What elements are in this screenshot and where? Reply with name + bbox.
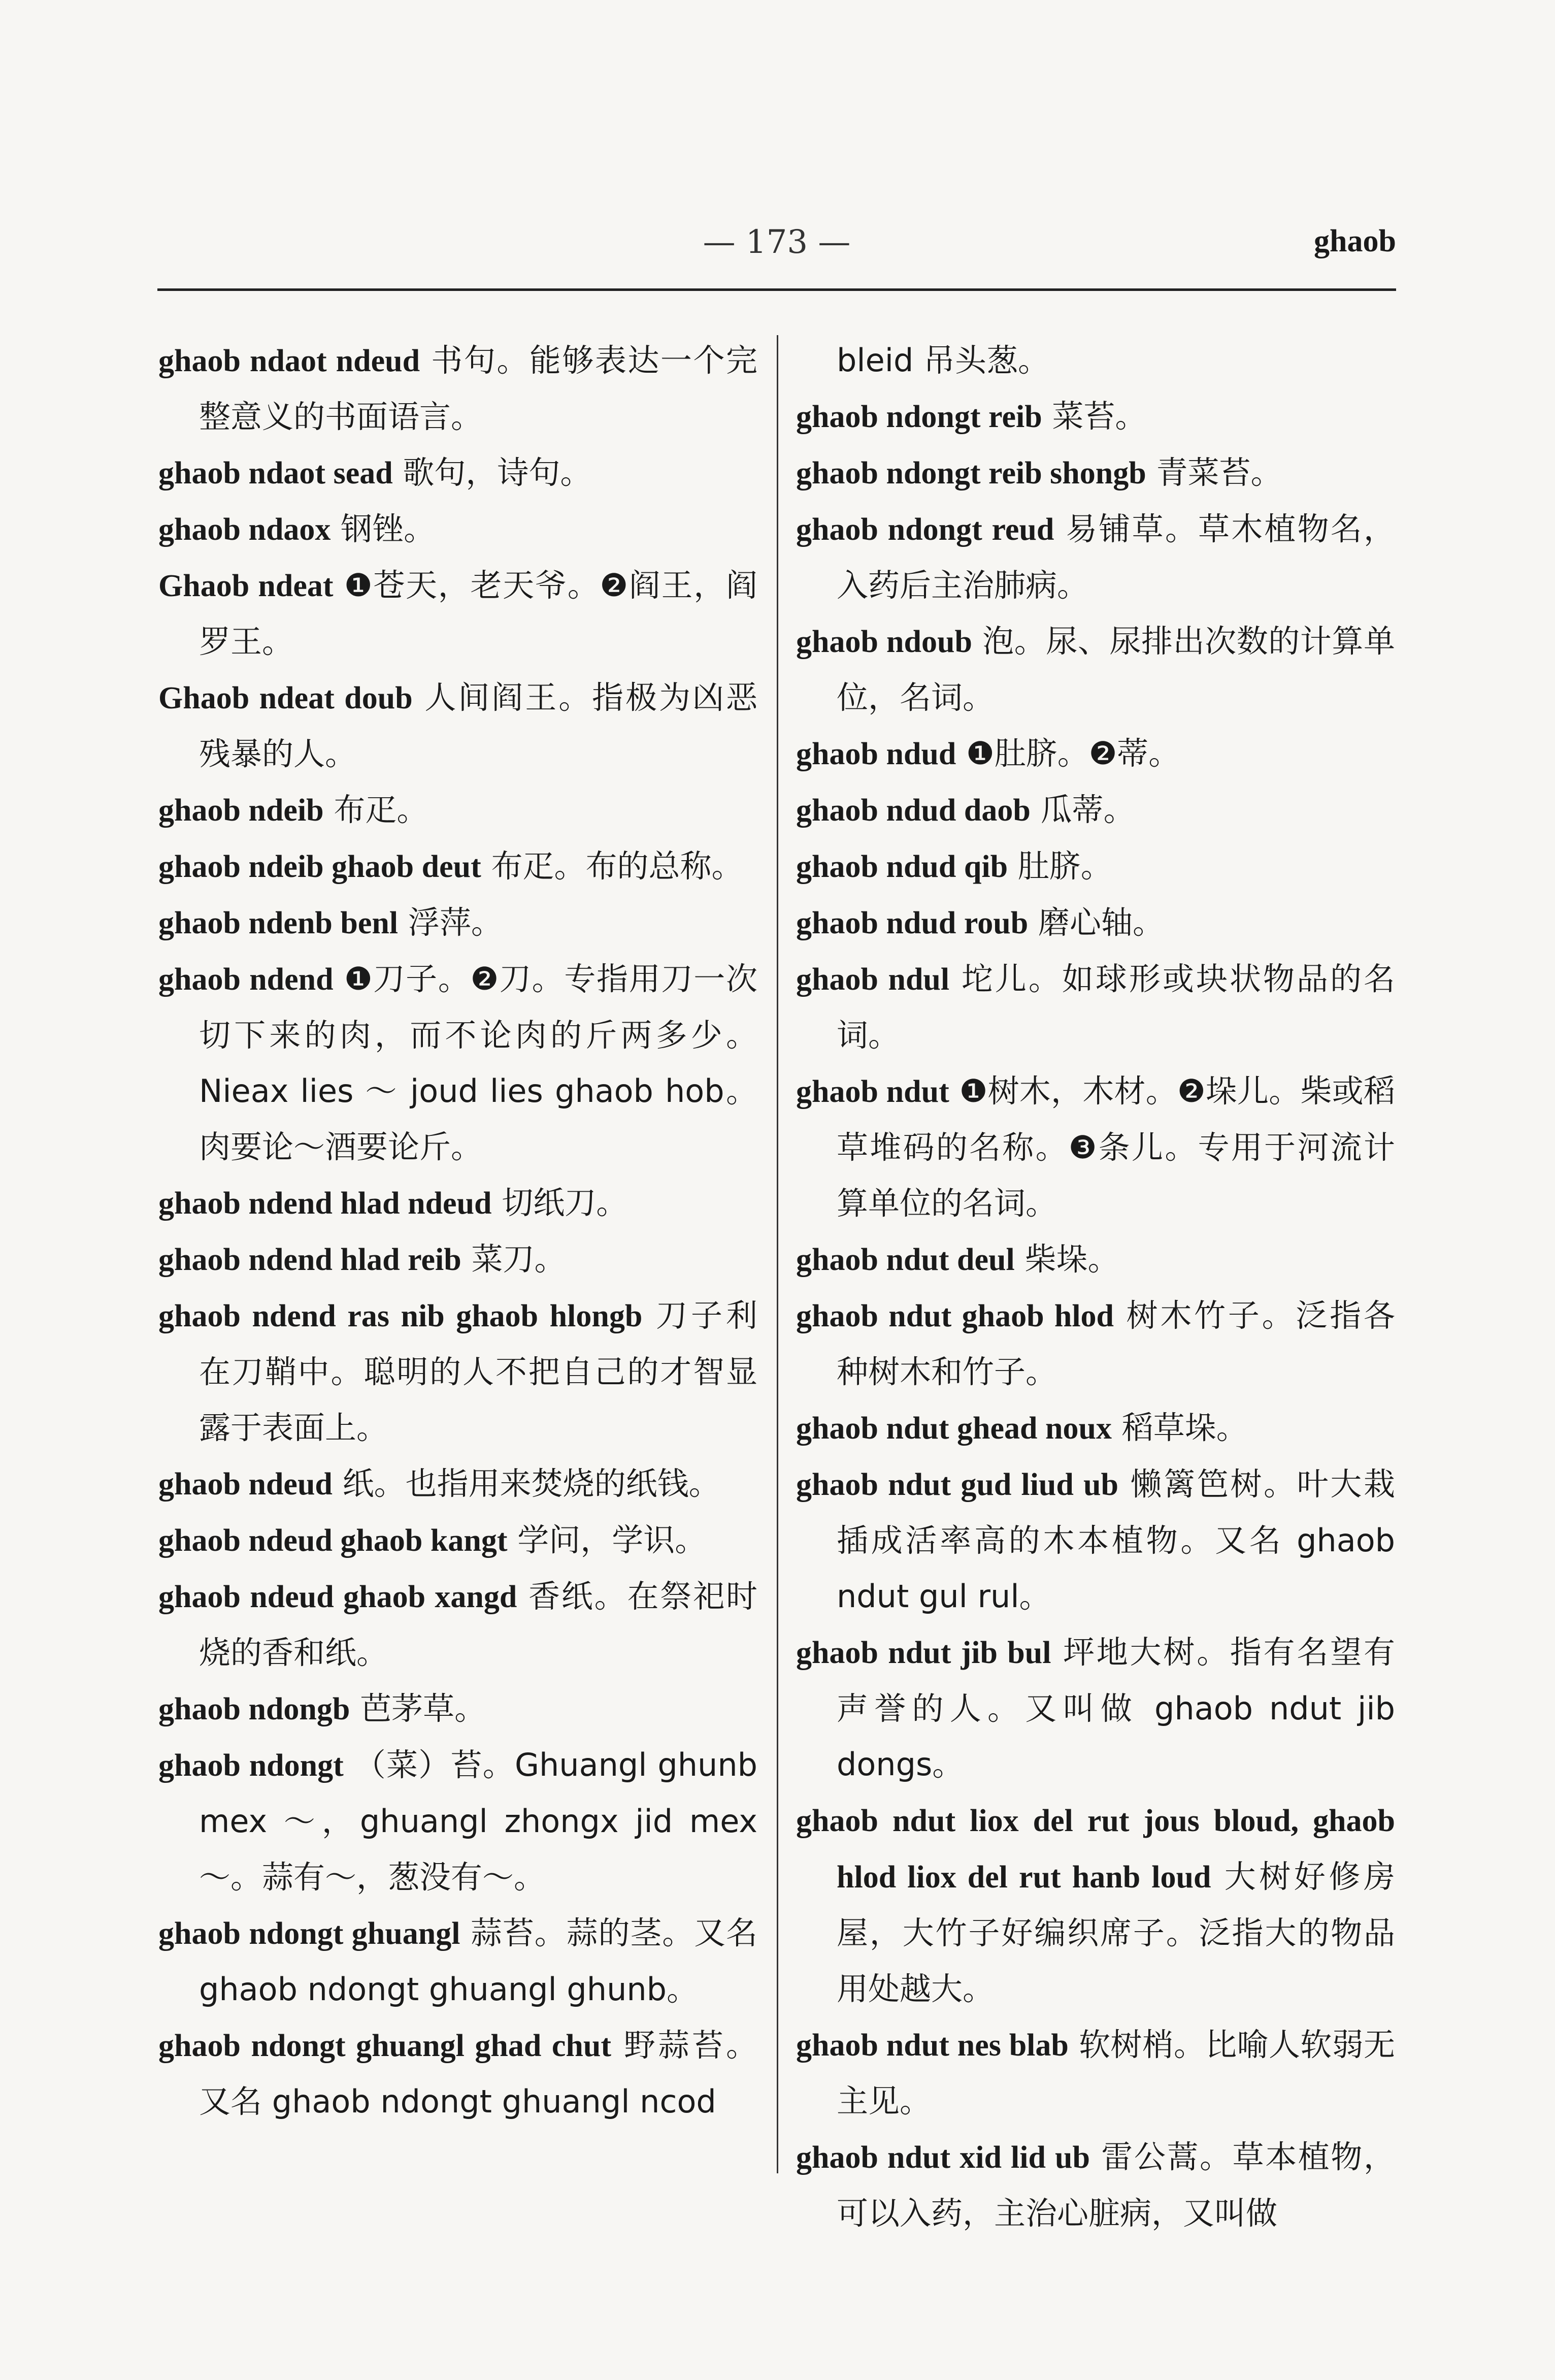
dictionary-entry bbox=[796, 2017, 1395, 2129]
dictionary-entry bbox=[158, 782, 757, 838]
definition: 布疋。 bbox=[334, 791, 428, 828]
definition: 切纸刀。 bbox=[502, 1184, 628, 1221]
definition: 学问，学识。 bbox=[517, 1521, 707, 1558]
definition: 纸。也指用来焚烧的纸钱。 bbox=[342, 1465, 720, 1502]
dictionary-entry bbox=[796, 445, 1395, 501]
dictionary-entry bbox=[796, 726, 1395, 782]
definition: ❶苍天，老天爷。❷阎王，阎罗王。 bbox=[199, 567, 757, 660]
headword: ghaob ndeud ghaob kangt bbox=[158, 1523, 508, 1558]
dictionary-entry bbox=[158, 951, 757, 1175]
definition: ❶肚脐。❷蒂。 bbox=[966, 735, 1180, 772]
dictionary-entry bbox=[796, 951, 1395, 1063]
headword: ghaob ndeib bbox=[158, 793, 324, 828]
dictionary-entry bbox=[796, 613, 1395, 726]
dictionary-entry bbox=[158, 1288, 757, 1456]
definition: 钢锉。 bbox=[341, 510, 436, 547]
definition: 肚脐。 bbox=[1017, 847, 1112, 885]
headword: ghaob ndeib ghaob deut bbox=[158, 850, 481, 884]
dictionary-entry bbox=[158, 1231, 757, 1288]
dictionary-entry bbox=[796, 501, 1395, 613]
definition: 雷公蒿。草本植物，可以入药，主治心脏病，又叫做 bbox=[837, 2138, 1395, 2232]
headword: ghaob ndongt reib bbox=[796, 400, 1042, 434]
headword: ghaob ndut jib bul bbox=[796, 1636, 1051, 1670]
dictionary-entry bbox=[796, 1624, 1395, 1792]
definition: 树木竹子。泛指各种树木和竹子。 bbox=[837, 1297, 1395, 1390]
definition: 懒篱笆树。叶大栽插成活率高的木本植物。又名 ghaob ndut gul rul。 bbox=[837, 1465, 1395, 1615]
headword: ghaob ndud bbox=[796, 737, 956, 771]
headword: ghaob ndend hlad reib bbox=[158, 1243, 461, 1277]
right-column bbox=[796, 333, 1395, 2241]
dictionary-entry bbox=[158, 1905, 757, 2017]
headword: ghaob ndut nes blab bbox=[796, 2028, 1069, 2063]
definition: 香纸。在祭祀时烧的香和纸。 bbox=[199, 1578, 757, 1671]
headword: ghaob ndul bbox=[796, 962, 950, 997]
headword: ghaob ndaot sead bbox=[158, 456, 393, 491]
definition: 坨儿。如球形或块状物品的名词。 bbox=[837, 960, 1395, 1054]
dictionary-entry bbox=[158, 445, 757, 501]
headword: ghaob ndongb bbox=[158, 1692, 350, 1726]
definition: ❶树木，木材。❷垛儿。柴或稻草堆码的名称。❸条儿。专用于河流计算单位的名词。 bbox=[837, 1072, 1395, 1222]
headword: ghaob ndud daob bbox=[796, 793, 1031, 828]
column-divider bbox=[777, 335, 778, 2173]
guide-word: ghaob bbox=[1314, 224, 1396, 258]
definition: 菜苔。 bbox=[1052, 398, 1147, 435]
page-number: — 173 — bbox=[703, 223, 851, 261]
definition: 大树好修房屋，大竹子好编织席子。泛指大的物品用处越大。 bbox=[837, 1858, 1395, 2007]
definition: 青菜苔。 bbox=[1156, 454, 1282, 491]
definition: 易铺草。草木植物名，入药后主治肺病。 bbox=[837, 510, 1395, 604]
dictionary-entry bbox=[796, 1063, 1395, 1231]
dictionary-entry bbox=[158, 670, 757, 782]
headword: ghaob ndut ghead noux bbox=[796, 1411, 1112, 1446]
dictionary-entry bbox=[796, 838, 1395, 895]
headword: ghaob ndeud bbox=[158, 1467, 333, 1502]
headword: ghaob ndud qib bbox=[796, 850, 1008, 884]
definition: 书句。能够表达一个完整意义的书面语言。 bbox=[199, 342, 757, 435]
definition: 坪地大树。指有名望有声誉的人。又叫做 ghaob ndut jib dongs。 bbox=[837, 1634, 1395, 1783]
headword: ghaob ndongt ghuangl ghad chut bbox=[158, 2029, 612, 2063]
dictionary-entry bbox=[796, 1231, 1395, 1288]
headword: ghaob ndaot ndeud bbox=[158, 344, 420, 378]
dictionary-entry bbox=[796, 1456, 1395, 1624]
page-header bbox=[157, 223, 1396, 284]
headword: ghaob ndut bbox=[796, 1074, 949, 1109]
headword: Ghaob ndeat doub bbox=[158, 681, 413, 715]
definition: 刀子利在刀鞘中。聪明的人不把自己的才智显露于表面上。 bbox=[199, 1297, 757, 1446]
definition: 蒜苔。蒜的茎。又名 ghaob ndongt ghuangl ghunb。 bbox=[199, 1914, 757, 2008]
definition: 布疋。布的总称。 bbox=[491, 847, 743, 885]
dictionary-entry bbox=[796, 895, 1395, 951]
dictionary-entry bbox=[158, 1569, 757, 1681]
headword: ghaob ndud roub bbox=[796, 906, 1029, 940]
definition: 软树梢。比喻人软弱无主见。 bbox=[837, 2026, 1395, 2120]
headword: ghaob ndut gud liud ub bbox=[796, 1468, 1119, 1502]
headword: ghaob ndoub bbox=[796, 625, 972, 659]
dictionary-entry bbox=[158, 558, 757, 670]
dictionary-entry bbox=[158, 333, 757, 445]
definition: 稻草垛。 bbox=[1121, 1409, 1248, 1446]
definition: 芭茅草。 bbox=[360, 1690, 486, 1727]
dictionary-entry bbox=[796, 782, 1395, 838]
headword: ghaob ndongt reib shongb bbox=[796, 456, 1146, 491]
headword: ghaob ndeud ghaob xangd bbox=[158, 1580, 517, 1614]
definition: ❶刀子。❷刀。专指用刀一次切下来的肉，而不论肉的斤两多少。Nieax lies ～ joud lies ghaob hob。肉要论～酒要论斤。 bbox=[199, 960, 757, 1165]
left-column bbox=[158, 333, 757, 2130]
headword: ghaob ndongt ghuangl bbox=[158, 1916, 460, 1951]
dictionary-entry bbox=[796, 1288, 1395, 1400]
entry-continuation bbox=[796, 333, 1395, 388]
header-rule bbox=[157, 288, 1396, 291]
definition: bleid 吊头葱。 bbox=[837, 342, 1050, 379]
headword: ghaob ndend hlad ndeud bbox=[158, 1186, 492, 1221]
headword: ghaob ndut deul bbox=[796, 1243, 1015, 1277]
definition: 浮萍。 bbox=[408, 904, 503, 941]
definition: 柴垛。 bbox=[1024, 1241, 1119, 1278]
headword: ghaob ndongt bbox=[158, 1748, 344, 1783]
dictionary-entry bbox=[796, 1400, 1395, 1456]
dictionary-entry bbox=[158, 2017, 757, 2130]
headword: ghaob ndenb benl bbox=[158, 906, 399, 940]
definition: 菜刀。 bbox=[471, 1241, 566, 1278]
headword: ghaob ndut liox del rut jous bloud, ghaob hlod liox del rut hanb loud bbox=[796, 1804, 1395, 1895]
dictionary-entry bbox=[796, 388, 1395, 445]
dictionary-entry bbox=[158, 1512, 757, 1569]
headword: ghaob ndaox bbox=[158, 512, 331, 547]
headword: Ghaob ndeat bbox=[158, 569, 334, 603]
dictionary-entry bbox=[158, 1456, 757, 1512]
definition: 瓜蒂。 bbox=[1040, 791, 1135, 828]
headword: ghaob ndend bbox=[158, 962, 334, 997]
dictionary-entry bbox=[158, 501, 757, 558]
definition: 磨心轴。 bbox=[1038, 904, 1164, 941]
dictionary-entry bbox=[158, 1681, 757, 1737]
dictionary-entry bbox=[158, 1175, 757, 1231]
headword: ghaob ndend ras nib ghaob hlongb bbox=[158, 1299, 643, 1333]
definition: 野蒜苔。又名 ghaob ndongt ghuangl ncod bbox=[199, 2027, 757, 2120]
definition: 人间阎王。指极为凶恶残暴的人。 bbox=[199, 679, 757, 772]
headword: ghaob ndut xid lid ub bbox=[796, 2140, 1090, 2175]
dictionary-entry bbox=[796, 2129, 1395, 2241]
definition: （菜）苔。Ghuangl ghunb mex ～，ghuangl zhongx jid mex ～。蒜有～，葱没有～。 bbox=[199, 1746, 757, 1896]
headword: ghaob ndut ghaob hlod bbox=[796, 1299, 1114, 1333]
dictionary-entry bbox=[158, 1737, 757, 1905]
definition: 泡。尿、尿排出次数的计算单位，名词。 bbox=[837, 623, 1395, 716]
dictionary-entry bbox=[158, 838, 757, 895]
headword: ghaob ndongt reud bbox=[796, 512, 1054, 547]
dictionary-entry bbox=[158, 895, 757, 951]
definition: 歌句，诗句。 bbox=[403, 454, 592, 491]
dictionary-entry bbox=[796, 1792, 1395, 2017]
